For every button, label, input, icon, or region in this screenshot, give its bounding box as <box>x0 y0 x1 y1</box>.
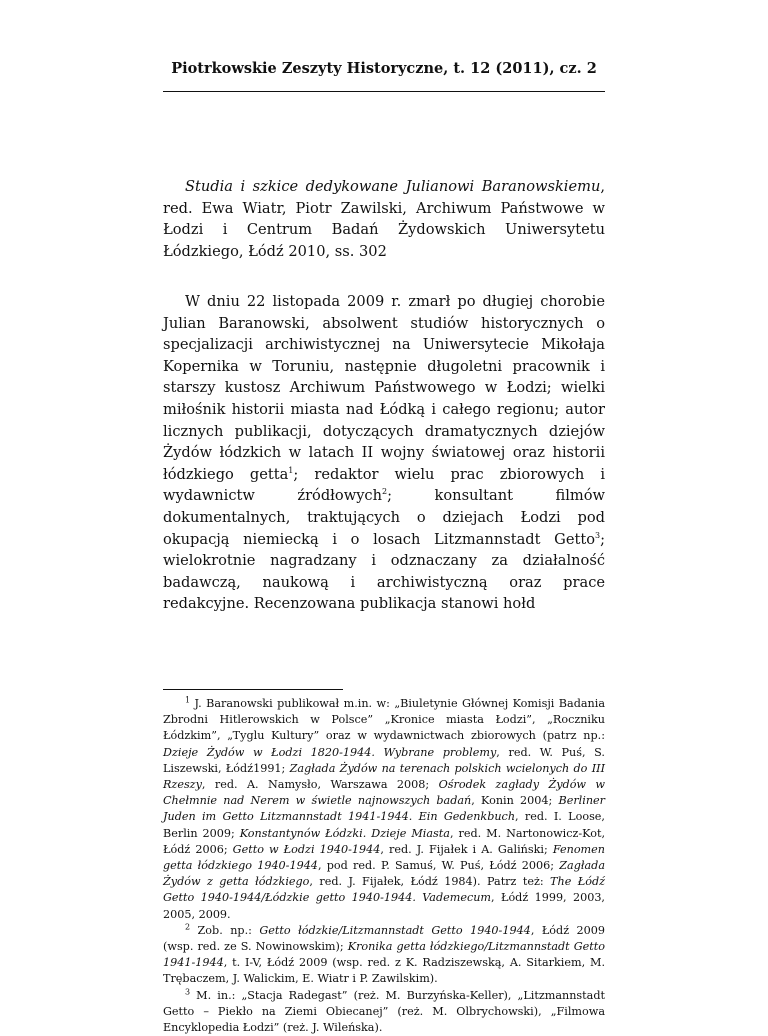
footnote-text: , red. J. Fijałek i A. Galiński; <box>380 842 553 856</box>
body-text-part3: ; konsultant filmów dokumentalnych, traktujących o dziejach Łodzi pod okupacją niemiecką i o losach Litzmannstadt Getto <box>163 487 605 548</box>
running-header: Piotrkowskie Zeszyty Historyczne, t. 12 (2011), cz. 2 <box>171 60 597 77</box>
footnote-1 <box>163 696 605 923</box>
footnote-text: J. Baranowski publikował m.in. w: „Biuletynie Głównej Komisji Badania Zbrodni Hitlerowskich w Polsce” „Kronice miasta Łodzi”, „Roczniku Łódzkim”, „Tyglu Kultury” oraz w wydawnictwach zbiorowych (patrz np.: <box>163 697 605 743</box>
footnote-text: , red. J. Fijałek, Łódź 1984). Patrz też: <box>309 875 551 889</box>
body-text-part1: W dniu 22 listopada 2009 r. zmarł po długiej chorobie Julian Baranowski, absolwent studiów historycznych o specjalizacji archiwistycznej na Uniwersytecie Mikołaja Kopernika w Toruniu, następnie długoletni pracownik i starszy kustosz Archiwum Państwowego w Łodzi; wielki miłośnik historii miasta nad Łódką i całego regionu; autor licznych publikacji, dotyczących dramatycznych dziejów Żydów łódzkich w latach II wojny światowej oraz historii łódzkiego getta <box>163 293 605 483</box>
footnote-text: , Łódź 2009 (wsp. red. ze S. Nowinowskim); <box>163 923 606 954</box>
book-title: Studia i szkice dedykowane Julianowi Baranowskiemu <box>185 178 601 195</box>
footnote-title: Konstantynów Łódzki. Dzieje Miasta <box>239 826 450 840</box>
body-text-part4: ; wielokrotnie nagradzany i odznaczany za działalność badawczą, naukową i archiwistyczną oraz prace redakcyjne. Recenzowana publikacja stanowi hołd <box>163 530 605 613</box>
footnote-ref-2: 2 <box>382 487 388 497</box>
footnote-title: Berliner Juden im Getto Litzmannstadt 1941-1944. Ein Gedenkbuch <box>163 794 606 824</box>
footnote-text: , t. I-V, Łódź 2009 (wsp. red. z K. Radziszewską, A. Sitarkiem, M. Trębaczem, J. Walickim, E. Wiatr i P. Zawilskim). <box>163 956 605 986</box>
review-body-paragraph <box>163 291 605 615</box>
footnote-text: , red. A. Namysło, Warszawa 2008; <box>201 778 439 792</box>
footnote-2 <box>163 923 605 988</box>
book-citation <box>163 176 605 262</box>
footnote-title: Getto łódzkie/Litzmannstadt Getto 1940-1944 <box>259 923 531 937</box>
footnote-title: Ośrodek zagłady Żydów w Chełmnie nad Nerem w świetle najnowszych badań <box>163 778 605 808</box>
footnote-text: , pod red. P. Samuś, W. Puś, Łódź 2006; <box>317 859 560 873</box>
footnote-number: 1 <box>185 695 191 705</box>
footnotes <box>163 696 605 1036</box>
footnote-3 <box>163 988 605 1036</box>
footnote-title: The Łódź Getto 1940-1944/Łódzkie getto 1940-1944. Vademecum <box>163 875 605 905</box>
book-details: , red. Ewa Wiatr, Piotr Zawilski, Archiwum Państwowe w Łodzi i Centrum Badań Żydowskich Uniwersytetu Łódzkiego, Łódź 2010, ss. 302 <box>163 178 605 260</box>
footnote-title: Dzieje Żydów w Łodzi 1820-1944. Wybrane problemy <box>163 745 497 759</box>
header-divider <box>163 91 605 92</box>
footnote-number: 3 <box>185 986 191 996</box>
footnote-title: Getto w Łodzi 1940-1944 <box>232 842 381 856</box>
footnote-title: Zagłada Żydów z getta łódzkiego <box>163 859 605 889</box>
footnote-title: Zagłada Żydów na terenach polskich wcielonych do III Rzeszy <box>163 761 605 792</box>
footnote-text: , Konin 2004; <box>471 794 559 808</box>
footnote-ref-3: 3 <box>594 530 601 540</box>
footnote-text: , red. M. Nartonowicz-Kot, Łódź 2006; <box>163 826 606 856</box>
body-text-part2: ; redaktor wielu prac zbiorowych i wydawnictw źródłowych <box>163 465 606 505</box>
footnote-text: , red. W. Puś, S. Liszewski, Łódź1991; <box>163 745 605 775</box>
footnote-divider <box>163 689 343 690</box>
footnote-text: , Łódź 1999, 2003, 2005, 2009. <box>163 891 605 921</box>
footnote-text: Zob. np.: <box>190 923 260 937</box>
footnote-text: M. in.: „Stacja Radegast” (reż. M. Burzyńska-Keller), „Litzmannstadt Getto – Piekło na Ziemi Obiecanej” (reż. M. Olbrychowski), „Filmowa Encyklopedia Łodzi” (reż. J. Wileńska). <box>163 988 605 1035</box>
footnote-text: , red. I. Loose, Berlin 2009; <box>163 810 605 840</box>
footnote-ref-1: 1 <box>288 465 294 475</box>
footnote-title: Fenomen getta łódzkiego 1940-1944 <box>163 842 605 873</box>
footnote-number: 2 <box>185 922 191 932</box>
footnote-title: Kronika getta łódzkiego/Litzmannstadt Getto 1941-1944 <box>163 940 605 970</box>
